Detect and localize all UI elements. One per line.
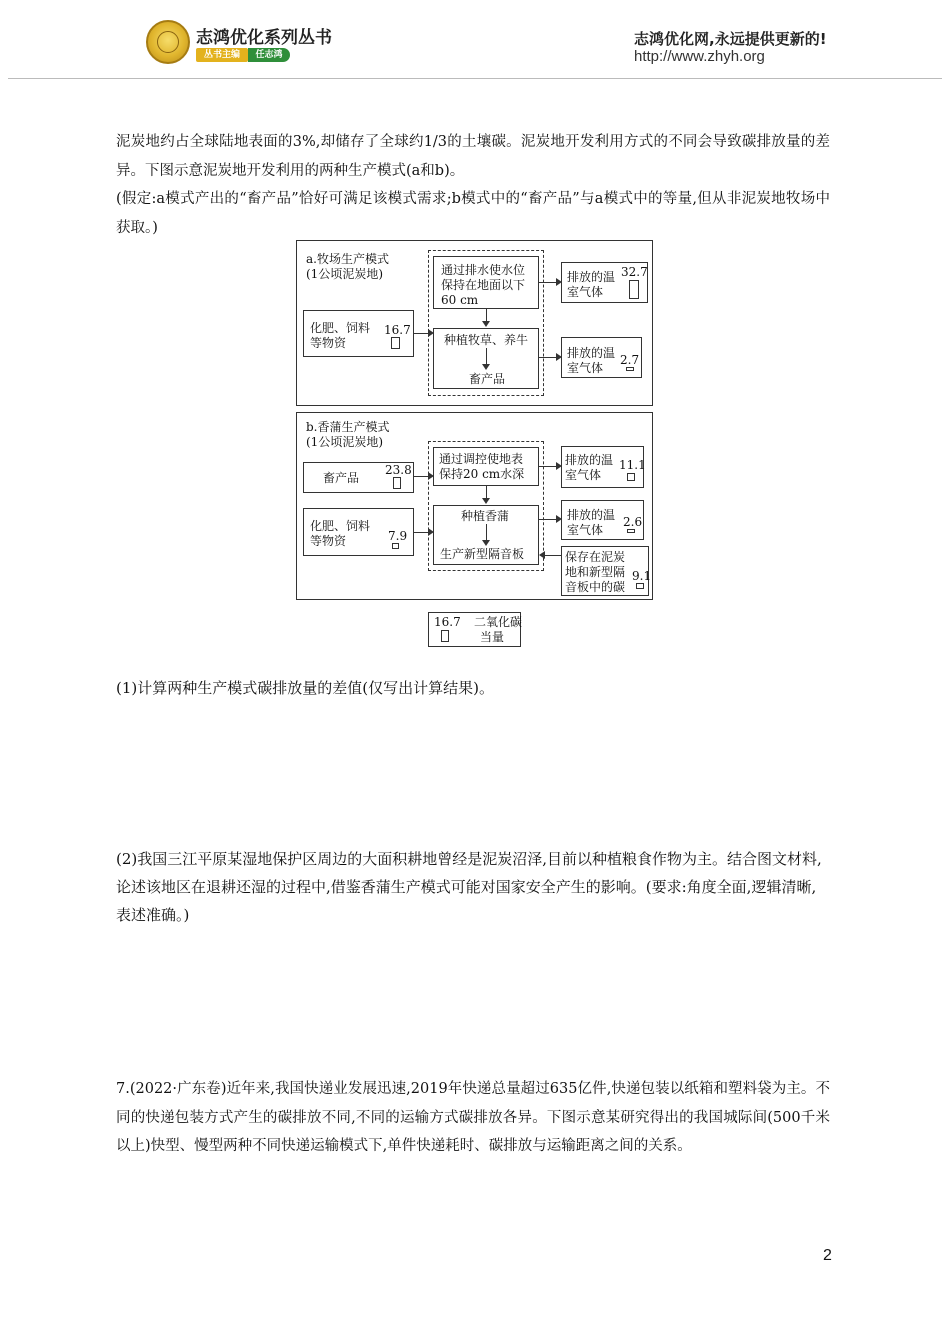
b-step2-down-arrow xyxy=(482,540,490,546)
b-out3-arrow xyxy=(539,551,545,559)
b-out2-bar xyxy=(627,529,635,533)
b-step3-label: 生产新型隔音板 xyxy=(440,547,525,561)
a-out1-bar xyxy=(629,280,639,299)
a-out1-line2: 室气体 xyxy=(567,285,604,299)
a-step1-down-arrow xyxy=(482,321,490,327)
a-out2-line1: 排放的温 xyxy=(567,346,616,360)
question-2: (2)我国三江平原某湿地保护区周边的大面积耕地曾经是泥炭沼泽,目前以种植粮食作物为主。结合图文材料,论述该地区在退耕还湿的过程中,借鉴香蒲生产模式可能对国家安全产生的影响。(要求:角度全面,逻辑清晰,表述准确。) xyxy=(116,850,822,924)
b-input1-connector xyxy=(414,476,428,477)
b-out2-line xyxy=(539,519,556,520)
brand-sub-label: 丛书主编 xyxy=(196,48,248,62)
b-step1-down-arrow xyxy=(482,498,490,504)
panel-b-title: b.香蒲生产模式 xyxy=(306,420,390,434)
b-out3-line3: 音板中的碳 xyxy=(565,580,626,594)
a-out1-value: 32.7 xyxy=(621,265,648,279)
a-input-bar xyxy=(391,337,400,349)
b-step2-label: 种植香蒲 xyxy=(461,509,510,523)
b-input2-line2: 等物资 xyxy=(310,534,347,548)
b-out1-bar xyxy=(627,473,635,481)
a-step1-line2: 保持在地面以下 xyxy=(441,278,526,292)
b-input1-value: 23.8 xyxy=(385,463,412,477)
b-out3-line2: 地和新型隔 xyxy=(565,565,626,579)
a-out2-value: 2.7 xyxy=(620,353,640,367)
a-out2-bar xyxy=(626,367,634,371)
b-out1-value: 11.1 xyxy=(619,458,646,472)
a-input-line1: 化肥、饲料 xyxy=(310,321,371,335)
b-input2-value: 7.9 xyxy=(388,529,408,543)
a-input-connector xyxy=(414,333,428,334)
b-out2-value: 2.6 xyxy=(623,515,643,529)
panel-a-title: a.牧场生产模式 xyxy=(306,252,389,266)
a-out1-line1: 排放的温 xyxy=(567,270,616,284)
b-input2-bar xyxy=(392,543,399,549)
a-step1-line1: 通过排水使水位 xyxy=(441,263,526,277)
a-step3-label: 畜产品 xyxy=(469,372,506,386)
brand-sub-name: 任志鸿 xyxy=(248,48,290,62)
panel-b-subtitle: (1公顷泥炭地) xyxy=(306,435,383,449)
brand-subtitle xyxy=(196,48,296,63)
b-step1-line2: 保持20 cm水深 xyxy=(439,467,525,481)
b-out2-line2: 室气体 xyxy=(567,523,604,537)
a-step2-label: 种植牧草、养牛 xyxy=(444,333,529,347)
a-input-line2: 等物资 xyxy=(310,336,347,350)
header-divider xyxy=(8,78,942,79)
question-1: (1)计算两种生产模式碳排放量的差值(仅写出计算结果)。 xyxy=(116,679,494,697)
b-out3-bar xyxy=(636,583,644,589)
b-out1-line xyxy=(539,466,556,467)
intro-paragraph-1: 泥炭地约占全球陆地表面的3%,却储存了全球约1/3的土壤碳。泥炭地开发利用方式的不同会导致碳排放量的差异。下图示意泥炭地开发利用的两种生产模式(a和b)。 xyxy=(116,134,830,179)
a-step2-down-arrow xyxy=(482,364,490,370)
a-out2-line2: 室气体 xyxy=(567,361,604,375)
b-input2-connector xyxy=(414,532,428,533)
logo-inner-ring xyxy=(157,31,179,53)
b-input2-arrow xyxy=(428,528,434,536)
panel-a-subtitle: (1公顷泥炭地) xyxy=(306,267,383,281)
legend-value: 16.7 xyxy=(434,615,461,629)
a-input-arrow xyxy=(428,329,434,337)
a-step2-down-line xyxy=(486,348,487,365)
a-out2-line xyxy=(539,357,556,358)
intro-paragraph-2: (假定:a模式产出的“畜产品”恰好可满足该模式需求;b模式中的“畜产品”与a模式中的等量,但从非泥炭地牧场中获取。) xyxy=(116,191,830,236)
legend-bar xyxy=(441,630,449,642)
logo-emblem xyxy=(146,20,190,64)
question-7: 7.(2022·广东卷)近年来,我国快递业发展迅速,2019年快递总量超过635亿件,快递包装以纸箱和塑料袋为主。不同的快递包装方式产生的碳排放不同,不同的运输方式碳排放各异。下图示意某研究得出的我国城际间(500千米以上)快型、慢型两种不同快递运输模式下,单件快递耗时、碳排放与运输距离之间的关系。 xyxy=(116,1081,830,1154)
b-input2-line1: 化肥、饲料 xyxy=(310,519,371,533)
page-number: 2 xyxy=(823,1247,832,1264)
brand-title: 志鸿优化系列丛书 xyxy=(196,28,332,48)
b-out2-line1: 排放的温 xyxy=(567,508,616,522)
legend-label-1: 二氧化碳 xyxy=(474,615,523,629)
b-out3-line1: 保存在泥炭 xyxy=(565,550,626,564)
header-slogan: 志鸿优化网,永远提供更新的! xyxy=(634,30,827,48)
b-step1-line1: 通过调控使地表 xyxy=(439,452,524,466)
a-input-value: 16.7 xyxy=(384,323,411,337)
header-url[interactable]: http://www.zhyh.org xyxy=(634,48,765,65)
b-input1-arrow xyxy=(428,472,434,480)
a-out1-line xyxy=(539,282,556,283)
b-out3-value: 9.1 xyxy=(632,569,652,583)
legend-label-2: 当量 xyxy=(480,630,505,644)
b-step2-down-line xyxy=(486,524,487,541)
b-input1-bar xyxy=(393,477,401,489)
b-input1-label: 畜产品 xyxy=(323,471,360,485)
b-out3-line xyxy=(545,555,561,556)
a-step1-line3: 60 cm xyxy=(441,293,479,307)
b-out1-line2: 室气体 xyxy=(565,468,602,482)
b-out1-line1: 排放的温 xyxy=(565,453,614,467)
